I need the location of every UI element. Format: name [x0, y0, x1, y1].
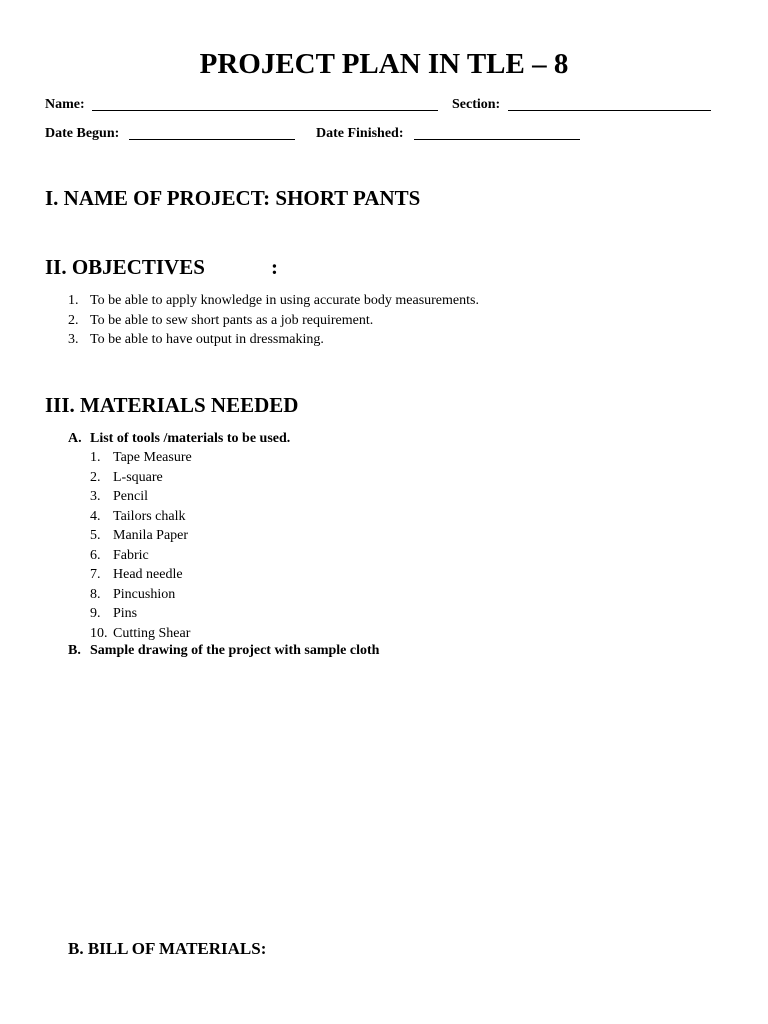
- materials-a-label: A.: [68, 431, 82, 446]
- objectives-heading-colon: :: [271, 255, 278, 279]
- materials-b-label: B.: [68, 643, 81, 658]
- section-field[interactable]: [508, 96, 711, 111]
- list-item: [90, 508, 490, 526]
- materials-list: [90, 449, 490, 644]
- list-item-number: 7.: [90, 567, 101, 582]
- project-name-heading: I. NAME OF PROJECT: SHORT PANTS: [45, 186, 421, 210]
- date-row: [0, 125, 768, 145]
- list-item-number: 3.: [68, 332, 79, 347]
- date-begun-field[interactable]: [129, 125, 295, 140]
- materials-heading: III. MATERIALS NEEDED: [45, 393, 299, 417]
- list-item: [68, 331, 668, 349]
- list-item: [90, 527, 490, 545]
- list-item-number: 2.: [90, 469, 101, 485]
- list-item: [90, 547, 490, 565]
- list-item-number: 4.: [90, 508, 101, 524]
- list-item: [90, 488, 490, 506]
- date-begun-label: Date Begun:: [45, 126, 120, 141]
- list-item-text: Pencil: [113, 489, 148, 504]
- list-item-text: Cutting Shear: [113, 625, 191, 641]
- list-item-text: To be able to sew short pants as a job requirement.: [90, 313, 374, 328]
- materials-b-text: Sample drawing of the project with sample cloth: [90, 643, 380, 658]
- list-item: [90, 449, 490, 467]
- list-item-text: Fabric: [113, 547, 149, 563]
- list-item-text: To be able to apply knowledge in using accurate body measurements.: [90, 293, 479, 308]
- list-item-text: Tape Measure: [113, 450, 192, 465]
- list-item: [90, 566, 490, 584]
- name-section-row: [0, 96, 768, 116]
- objectives-list: [68, 292, 668, 352]
- list-item-text: Pins: [113, 606, 138, 621]
- list-item-number: 3.: [90, 489, 101, 504]
- list-item: [90, 469, 490, 487]
- materials-a-text: List of tools /materials to be used.: [90, 431, 291, 446]
- list-item-text: Pincushion: [113, 586, 176, 602]
- name-field[interactable]: [92, 96, 438, 111]
- materials-b-heading: [68, 642, 568, 660]
- list-item: [90, 605, 490, 623]
- list-item: [68, 292, 668, 310]
- list-item-number: 6.: [90, 547, 101, 563]
- objectives-heading: [45, 254, 305, 280]
- list-item-text: Tailors chalk: [113, 508, 186, 524]
- date-finished-label: Date Finished:: [316, 126, 404, 141]
- list-item-number: 10.: [90, 625, 108, 641]
- date-finished-field[interactable]: [414, 125, 580, 140]
- list-item-number: 1.: [68, 293, 79, 308]
- list-item-text: Manila Paper: [113, 528, 189, 543]
- page-title: PROJECT PLAN IN TLE – 8: [199, 48, 569, 80]
- list-item-number: 8.: [90, 586, 101, 602]
- list-item: [90, 586, 490, 604]
- section-label: Section:: [452, 97, 501, 112]
- name-label: Name:: [45, 97, 85, 112]
- list-item-text: To be able to have output in dressmaking.: [90, 332, 324, 347]
- objectives-heading-text: II. OBJECTIVES: [45, 255, 205, 279]
- list-item: [68, 312, 668, 330]
- bill-of-materials-heading: B. BILL OF MATERIALS:: [68, 939, 267, 958]
- materials-a-heading: [68, 430, 568, 448]
- list-item-number: 9.: [90, 606, 101, 621]
- list-item-text: Head needle: [113, 567, 183, 582]
- list-item-number: 1.: [90, 450, 101, 465]
- list-item-number: 5.: [90, 528, 101, 543]
- list-item-text: L-square: [113, 469, 163, 485]
- list-item-number: 2.: [68, 313, 79, 328]
- list-item: [90, 625, 490, 643]
